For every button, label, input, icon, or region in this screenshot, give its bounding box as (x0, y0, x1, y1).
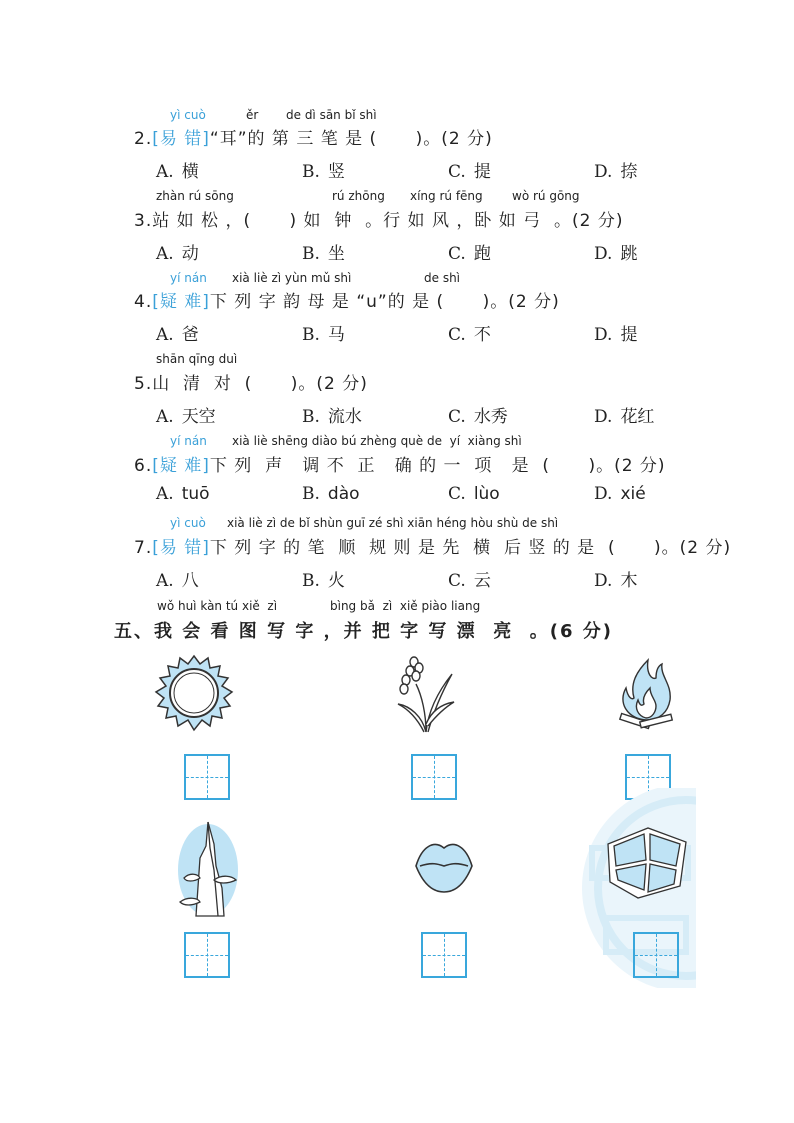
mountain-picture (176, 818, 240, 918)
option-b[interactable]: B. 火 (302, 571, 345, 591)
q3-pinyin-4: wò rú gōng (512, 189, 580, 203)
writing-box-field[interactable] (633, 932, 679, 978)
section5-pinyin-2: bìng bǎ zì xiě piào liang (330, 599, 481, 613)
option-c[interactable]: C. 水秀 (448, 407, 508, 427)
option-a[interactable]: A. 动 (156, 244, 199, 264)
rice-plant-picture (392, 654, 460, 734)
section-5-heading: 五、我 会 看 图 写 字 ，并 把 字 写 漂 亮 。(6 分) (114, 621, 613, 642)
q4-pinyin-2: de shì (424, 271, 461, 285)
question-2 (134, 124, 493, 149)
mouth-picture (412, 836, 476, 896)
question-4: 4.[疑 难]下 列 字 韵 母 是 “u”的 是 ( )。(2 分) (134, 292, 560, 312)
q2-pinyin-tag: yì cuò (170, 108, 206, 122)
option-d[interactable]: D. 提 (594, 325, 638, 345)
q3-pinyin-1: zhàn rú sōng (156, 189, 234, 203)
q2-pinyin-2: de dì sān bǐ shì (286, 108, 377, 122)
option-b[interactable]: B. 流水 (302, 407, 362, 427)
fire-picture (612, 654, 680, 734)
question-7: 7.[易 错]下 列 字 的 笔 顺 规 则 是 先 横 后 竖 的 是 ( )。(2 分) (134, 538, 732, 558)
option-a[interactable]: A. 爸 (156, 325, 199, 345)
option-d[interactable]: D. 木 (594, 571, 638, 591)
q6-pinyin-tag: yí nán (170, 434, 207, 448)
option-b[interactable]: B. 马 (302, 325, 345, 345)
option-c[interactable]: C. 跑 (448, 244, 491, 264)
question-text: “耳”的 第 三 笔 是 ( )。(2 分) (209, 129, 493, 149)
question-3: 3.站 如 松 ，( ) 如 钟 。行 如 风 ，卧 如 弓 。(2 分) (134, 211, 624, 231)
writing-box-rice[interactable] (411, 754, 457, 800)
option-a[interactable]: A. 八 (156, 571, 199, 591)
q4-pinyin-tag: yí nán (170, 271, 207, 285)
q2-pinyin-1: ěr (246, 108, 259, 122)
writing-box-mountain[interactable] (184, 932, 230, 978)
option-c[interactable]: C. 不 (448, 325, 491, 345)
option-a[interactable]: A. 天空 (156, 407, 216, 427)
sun-picture (154, 654, 234, 736)
q5-pinyin: shān qīng duì (156, 352, 238, 366)
option-b[interactable]: B. 坐 (302, 244, 345, 264)
field-picture (604, 826, 690, 900)
writing-box-sun[interactable] (184, 754, 230, 800)
question-6: 6.[疑 难]下 列 声 调 不 正 确 的 一 项 是 ( )。(2 分) (134, 456, 666, 476)
option-b[interactable]: B. dào (302, 484, 360, 504)
q3-pinyin-3: xíng rú fēng (410, 189, 483, 203)
q6-pinyin-1: xià liè shēng diào bú zhèng què de yí xiàng shì (232, 434, 522, 448)
option-c[interactable]: C. 云 (448, 571, 491, 591)
q4-pinyin-1: xià liè zì yùn mǔ shì (232, 271, 352, 285)
q3-pinyin-2: rú zhōng (332, 189, 385, 203)
section5-pinyin-1: wǒ huì kàn tú xiě zì (157, 599, 278, 613)
option-b[interactable]: B. 竖 (302, 162, 345, 182)
option-d[interactable]: D. xié (594, 484, 646, 504)
question-tag: [易 错] (152, 129, 210, 149)
q7-pinyin-tag: yì cuò (170, 516, 206, 530)
question-5: 5.山 清 对 ( )。(2 分) (134, 374, 368, 394)
writing-box-mouth[interactable] (421, 932, 467, 978)
option-d[interactable]: D. 跳 (594, 244, 638, 264)
option-a[interactable]: A. tuō (156, 484, 210, 504)
option-c[interactable]: C. 提 (448, 162, 491, 182)
option-d[interactable]: D. 花红 (594, 407, 655, 427)
q7-pinyin-1: xià liè zì de bǐ shùn guī zé shì xiān héng hòu shù de shì (227, 516, 559, 530)
question-number: 2. (134, 129, 153, 149)
option-d[interactable]: D. 捺 (594, 162, 638, 182)
option-a[interactable]: A. 横 (156, 162, 199, 182)
option-c[interactable]: C. lùo (448, 484, 500, 504)
